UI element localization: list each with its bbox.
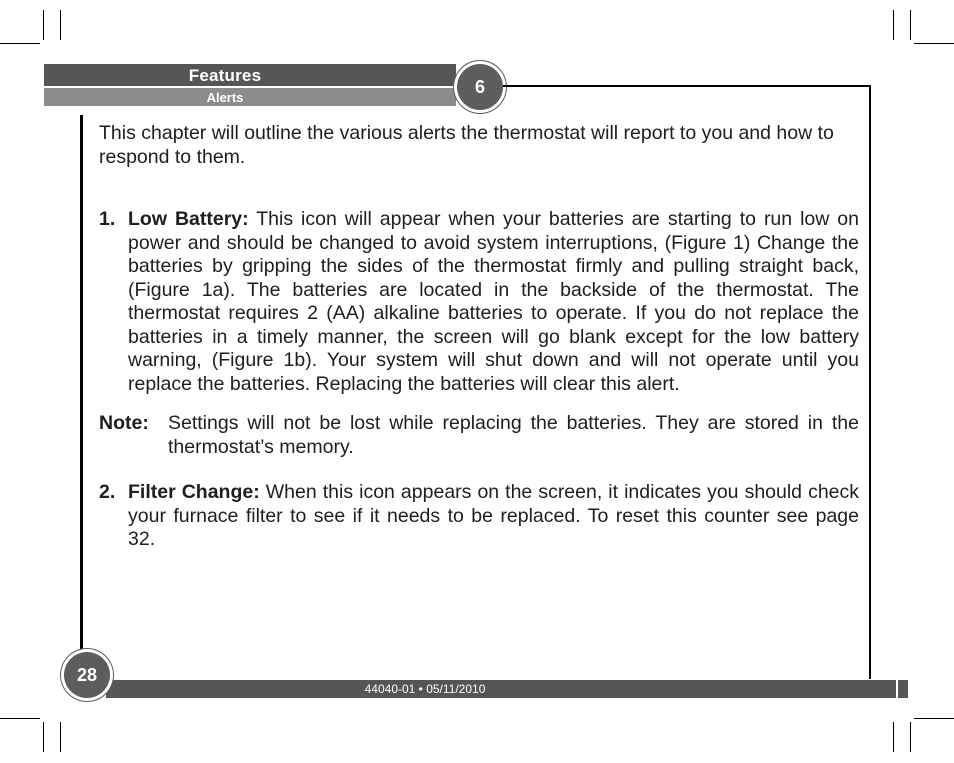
crop-mark [893, 10, 894, 40]
crop-mark [60, 10, 61, 40]
footer-bar-end [898, 680, 908, 698]
top-border-rule [503, 85, 871, 87]
list-item-body [128, 481, 859, 552]
chapter-number-badge: 6 [457, 64, 503, 110]
page-number-badge: 28 [64, 652, 110, 698]
crop-mark [914, 43, 954, 44]
list-item-lead: Low Battery: [128, 208, 249, 230]
crop-mark [60, 722, 61, 752]
crop-mark [910, 10, 911, 40]
crop-mark [910, 722, 911, 752]
list-item-number: 2. [99, 481, 116, 503]
list-item-text: When this icon appears on the screen, it indicates you should check your furnace filter to see if it needs to be replaced. To reset this counter see page 32. [128, 481, 860, 550]
subsection-title: Alerts [206, 90, 244, 105]
list-item-number: 1. [99, 208, 116, 230]
right-border-rule [869, 85, 871, 679]
document-code: 44040-01 • 05/11/2010 [364, 682, 486, 696]
crop-mark [43, 10, 44, 40]
note-label: Note: [99, 412, 149, 434]
crop-mark [914, 718, 954, 719]
note-block [99, 412, 859, 459]
left-border-rule [80, 115, 83, 655]
crop-mark [0, 718, 40, 719]
list-item [99, 208, 859, 396]
crop-mark [43, 722, 44, 752]
list-item-lead: Filter Change: [128, 481, 260, 503]
section-title: Features [188, 66, 262, 85]
list-item-body [128, 208, 859, 396]
list-item-text: This icon will appear when your batteries are starting to run low on power and should be changed to avoid system interruptions, (Figure 1) Change the batteries by gripping the sides of the thermostat firmly and pulling straight back, (Figure 1a). The batteries are located in the backside of the thermostat. The thermostat requires 2 (AA) alkaline batteries to operate. If you do not replace the batteries in a timely manner, the screen will go blank except for the low battery warning, (Figure 1b). Your system will shut down and will not operate until you replace the batteries. Replacing the batteries will clear this alert. [128, 208, 859, 395]
intro-paragraph: This chapter will outline the various alerts the thermostat will report to you and how to respond to them. [99, 122, 834, 168]
list-item [99, 481, 859, 552]
crop-mark [0, 43, 40, 44]
crop-mark [893, 722, 894, 752]
note-text: Settings will not be lost while replacing the batteries. They are stored in the thermostat’s memory. [168, 412, 859, 458]
